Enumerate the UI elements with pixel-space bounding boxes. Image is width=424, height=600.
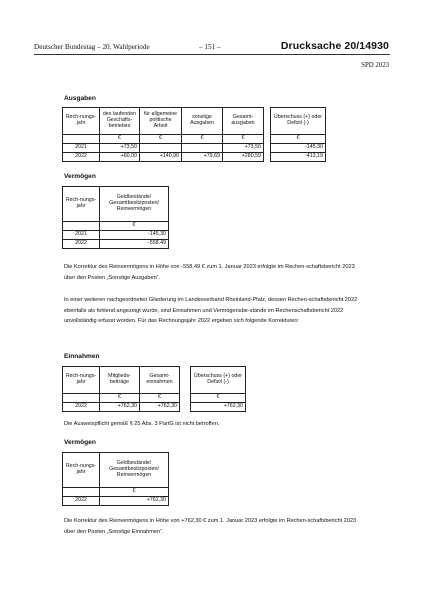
section-title-vermoegen: Vermögen [64,173,96,180]
unit-cell: € [100,222,169,231]
header-divider [34,54,390,55]
table-row [191,403,246,412]
col-header: Überschuss (+) oder Defizit (-) [191,367,246,394]
value-cell: +762,30 [100,403,140,412]
value-cell [140,144,182,153]
value-cell: +140,90 [140,153,182,162]
table-row [63,153,264,162]
col-header: Rech-nungs-jahr [63,187,100,222]
unit-cell [63,394,100,403]
vermoegen-table-2 [62,452,169,506]
col-header: Geldbestände/ Gesamtbesitzposten/ Reinvermögen [100,453,169,488]
unit-cell: € [191,394,246,403]
year-cell: 2022 [63,240,100,249]
page-number: – 151 – [199,43,221,51]
table-row [271,153,326,162]
value-cell: -145,30 [100,231,169,240]
col-header: Gesamt-ausgaben [223,108,264,135]
drucksache-id: 14930 [359,40,389,52]
unit-cell: € [271,135,326,144]
drucksache-prefix: Drucksache 20/ [280,40,360,52]
col-header: Geldbestände/ Gesamtbesitzposten/ Reinvermögen [100,187,169,222]
value-cell: +762,30 [191,403,246,412]
col-header: Rech-nungs-jahr [63,367,100,394]
col-header: Rech-nungs-jahr [63,453,100,488]
unit-cell: € [140,135,182,144]
value-cell [182,144,223,153]
section-title-vermoegen-2: Vermögen [64,439,96,446]
col-header: Rech-nungs-jahr [63,108,100,135]
year-cell: 2021 [63,144,100,153]
unit-cell: € [182,135,223,144]
value-cell: +79,69 [182,153,223,162]
table-row [63,240,169,249]
drucksache-number [281,40,389,52]
vermoegen-table [62,186,169,249]
year-cell: 2021 [63,231,100,240]
header-left: Deutscher Bundestag – 20. Wahlperiode [34,43,150,51]
value-cell: +73,50 [100,144,140,153]
col-header: Gesamt-einnahmen [140,367,180,394]
table-row [63,231,169,240]
paragraph-correction-2: Die Korrektur des Reinvermögens in Höhe von +762,30 € zum 1. Januar 2023 erfolgte im Rechen-schaftsbericht 2023 über den Posten „Sonstige Einnahmen“. [64,518,357,535]
value-cell: +280,59 [223,153,264,162]
value-cell: +60,00 [100,153,140,162]
value-cell: -558,49 [100,240,169,249]
unit-cell: € [100,135,140,144]
value-cell: -145,30 [271,144,326,153]
col-header: sonstige Ausgaben [182,108,223,135]
value-cell: +762,30 [140,403,180,412]
unit-cell: € [100,394,140,403]
col-header: Mitglieds-beiträge [100,367,140,394]
paragraph-correction-1: Die Korrektur des Reinvermögens in Höhe von -558,49 € zum 1. Januar 2023 erfolgte im Rechen-schaftsbericht 2023 über den Posten „Sonstige Ausgaben“. [64,264,355,281]
year-cell: 2022 [63,153,100,162]
unit-cell [63,222,100,231]
unit-cell [63,488,100,497]
year-cell: 2022 [63,403,100,412]
col-header: für allgemeine politische Arbeit [140,108,182,135]
table-row [63,403,180,412]
paragraph-intro-corrections: In einer weiteren nachgeordneten Gliederung im Landesverband Rheinland-Pfalz, dessen Rechen-schaftsbericht 2022 ebenfalls als fehlend angezeigt wurde, sind Einnahmen und Vermögensbe-stände im Rechenschaftsbericht 2022 unvollständig erfasst worden. Für das Rechnungsjahr 2022 ergeben sich folgende Korrekturen: [64,297,358,325]
party-year: SPD 2023 [361,62,389,69]
value-cell: +762,30 [100,497,169,506]
section-title-einnahmen: Einnahmen [64,353,100,360]
col-header: des laufenden Geschäfts-betriebes [100,108,140,135]
value-cell: +73,50 [223,144,264,153]
table-row [63,497,169,506]
einnahmen-table [62,366,180,412]
year-cell: 2022 [63,497,100,506]
table-row [271,144,326,153]
col-header: Überschuss (+) oder Defizit (-) [271,108,326,135]
section-title-ausgaben: Ausgaben [64,95,96,102]
unit-cell [63,135,100,144]
unit-cell: € [100,488,169,497]
unit-cell: € [140,394,180,403]
ausgaben-table [62,107,264,162]
reporting-obligation-note: Die Ausweispflicht gemäß § 25 Abs. 3 PartG ist nicht betroffen. [64,421,220,427]
ausgaben-surplus-table [270,107,326,162]
einnahmen-surplus-table [190,366,246,412]
table-row [63,144,264,153]
value-cell: -413,19 [271,153,326,162]
unit-cell: € [223,135,264,144]
